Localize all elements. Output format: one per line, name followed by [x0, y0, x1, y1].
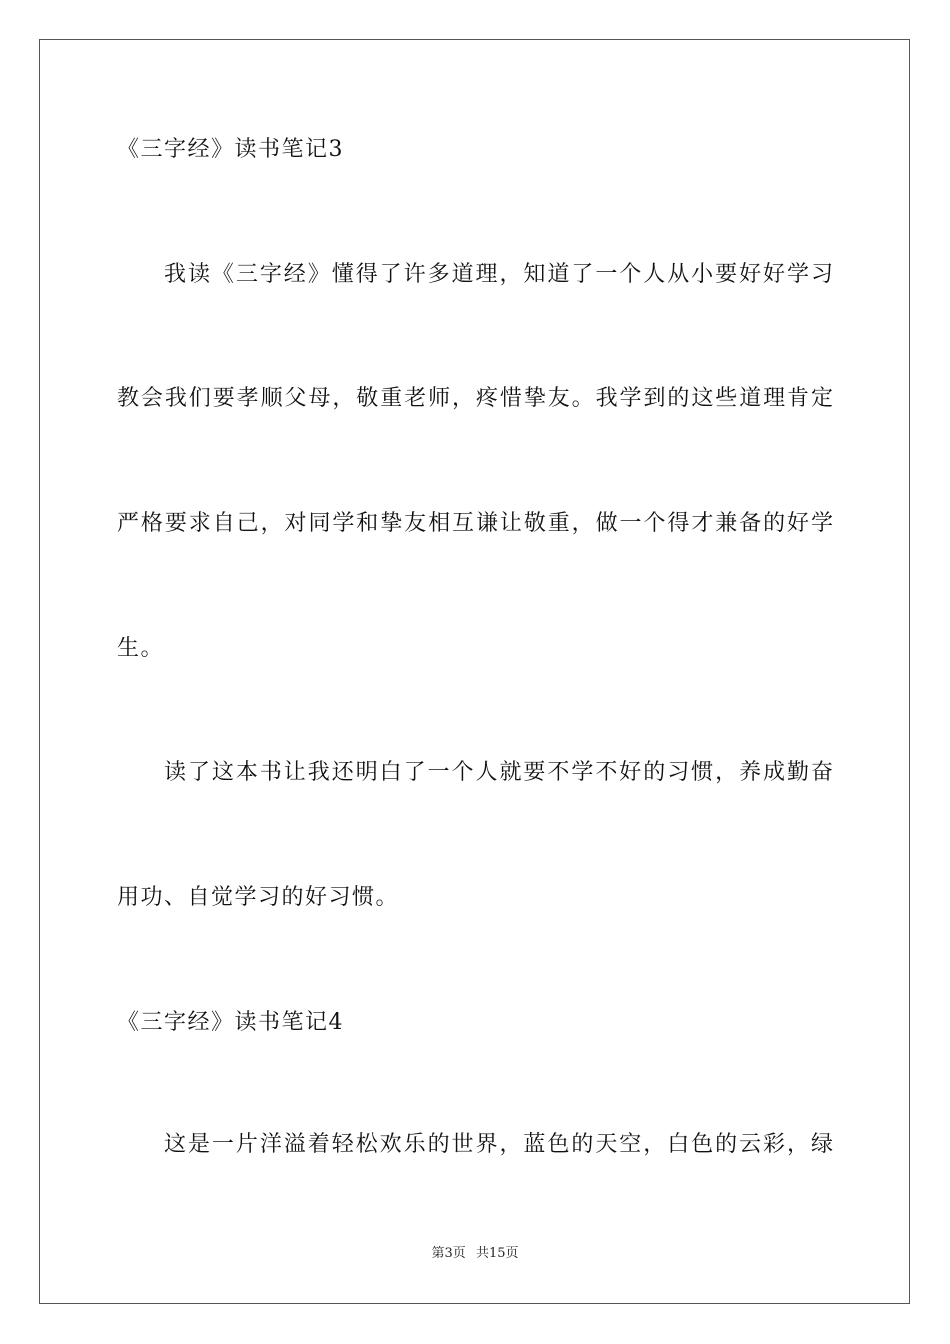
- paragraph-line: 我读《三字经》懂得了许多道理，知道了一个人从小要好好学习: [164, 262, 833, 287]
- page-footer: [0, 1245, 950, 1263]
- page-number: 第3页: [431, 1246, 466, 1261]
- paragraph-line: 生。: [117, 636, 165, 661]
- section-heading: 《三字经》读书笔记4: [117, 1010, 344, 1035]
- paragraph-line: 用功、自觉学习的好习惯。: [117, 885, 400, 910]
- paragraph-line: 这是一片洋溢着轻松欢乐的世界，蓝色的天空，白色的云彩，绿: [164, 1132, 833, 1157]
- section-heading: 《三字经》读书笔记3: [117, 137, 344, 162]
- page-border: [39, 39, 910, 1304]
- page-total: 共15页: [475, 1246, 519, 1261]
- paragraph-line: 教会我们要孝顺父母，敬重老师，疼惜挚友。我学到的这些道理肯定: [117, 386, 833, 411]
- paragraph-line: 严格要求自己，对同学和挚友相互谦让敬重，做一个得才兼备的好学: [117, 511, 833, 536]
- paragraph-line: 读了这本书让我还明白了一个人就要不学不好的习惯，养成勤奋: [164, 760, 833, 785]
